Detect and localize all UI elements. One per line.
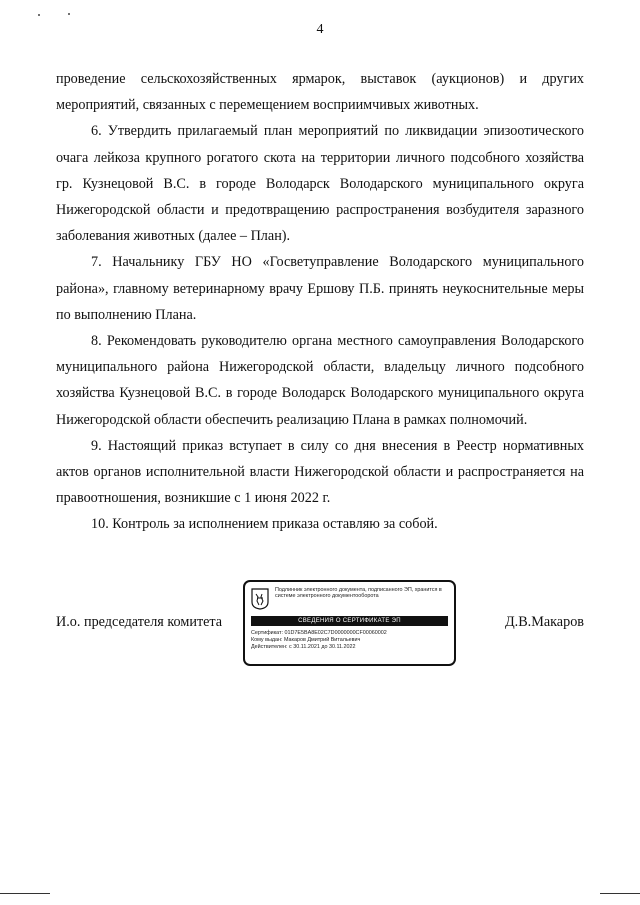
signer-title: И.о. председателя комитета xyxy=(56,614,223,630)
certificate-validity-line xyxy=(251,644,448,651)
scan-speck xyxy=(68,13,70,15)
issued-to-value: Макаров Дмитрий Витальевич xyxy=(283,637,361,644)
document-body xyxy=(56,66,584,538)
paragraph: 9. Настоящий приказ вступает в силу со дня внесения в Реестр нормативных актов органов исполнительной власти Нижегородской области и распространяется на правоотношения, возникшие с 1 июня 2022 г. xyxy=(56,437,584,507)
scan-edge-line xyxy=(600,893,640,894)
page-number: 4 xyxy=(316,22,324,37)
certificate-value: 01D7E5BA8E02C7D0000000CF00060002 xyxy=(284,630,387,636)
scan-speck xyxy=(38,14,40,16)
certificate-notice: Подлинник электронного документа, подписанного ЭП, хранится в системе электронного документооборота xyxy=(275,587,442,600)
e-signature-stamp xyxy=(243,580,456,666)
paragraph: 7. Начальнику ГБУ НО «Госветуправление Володарского муниципального района», главному ветеринарному врачу Ершову П.Б. принять неукоснительные меры по выполнению Плана. xyxy=(56,254,584,323)
certificate-label: Сертификат: xyxy=(251,630,284,636)
certificate-banner: СВЕДЕНИЯ О СЕРТИФИКАТЕ ЭП xyxy=(251,616,448,626)
scan-edge-line xyxy=(0,893,50,894)
paragraph: 6. Утвердить прилагаемый план мероприятий по ликвидации эпизоотического очага лейкоза крупного рогатого скота на территории личного подсобного хозяйства гр. Кузнецовой В.С. в городе Володарск Володарского муниципального округа Нижегородской области и предотвращению распространения возбудителя заразного заболевания животных (далее – План). xyxy=(56,123,584,245)
deer-emblem-icon xyxy=(251,588,269,610)
paragraph: 8. Рекомендовать руководителю органа местного самоуправления Володарского муниципального района Нижегородской области, владельцу личного подсобного хозяйства Кузнецовой В.С. в городе Володарск Володарского муниципального округа Нижегородской области обеспечить реализацию Плана в рамках полномочий. xyxy=(56,333,584,428)
signature-block xyxy=(56,580,584,670)
valid-label: Действителен: xyxy=(251,644,288,651)
issued-to-label: Кому выдан: xyxy=(251,637,283,644)
valid-value: с 30.11.2021 до 30.11.2022 xyxy=(289,644,356,651)
certificate-details xyxy=(251,630,448,652)
paragraph: 10. Контроль за исполнением приказа оставляю за собой. xyxy=(91,516,438,533)
paragraph: проведение сельскохозяйственных ярмарок, выставок (аукционов) и других мероприятий, связанных с перемещением восприимчивых животных. xyxy=(56,71,584,114)
signer-name: Д.В.Макаров xyxy=(504,614,584,630)
